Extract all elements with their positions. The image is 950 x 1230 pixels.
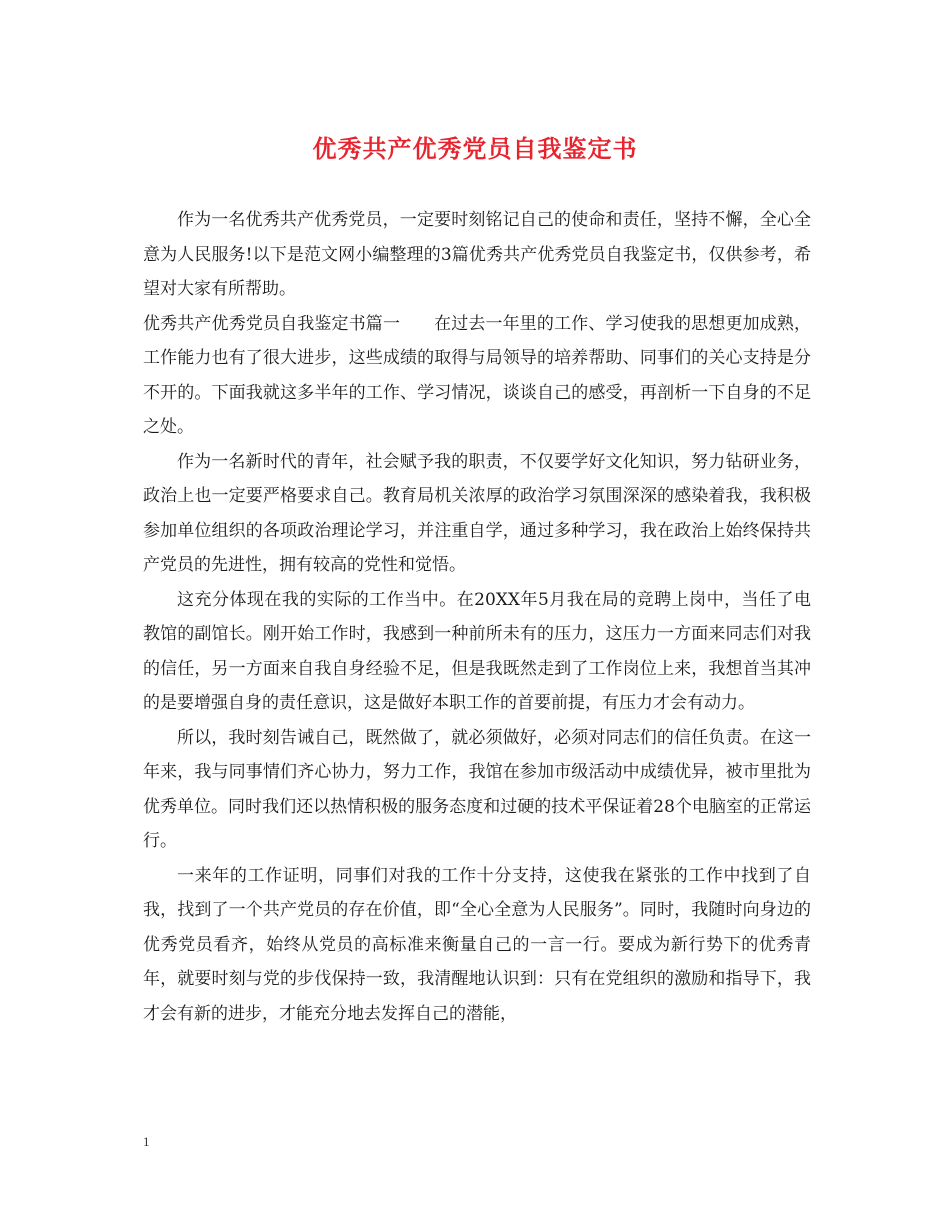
document-title: 优秀共产优秀党员自我鉴定书	[312, 135, 638, 163]
intro-paragraph: 作为一名优秀共产优秀党员，一定要时刻铭记自己的使命和责任，坚持不懈，全心全意为人民服务!以下是范文网小编整理的3篇优秀共产优秀党员自我鉴定书，仅供参考，希望对大家有所帮助。	[143, 210, 811, 299]
section-first-paragraph: 在过去一年里的工作、学习使我的思想更加成熟，工作能力也有了很大进步，这些成绩的取得与局领导的培养帮助、同事们的关心支持是分不开的。下面我就这多半年的工作、学习情况，谈谈自己的感受，再剖析一下自身的不足之处。	[143, 313, 812, 437]
body-paragraph-4: 一来年的工作证明，同事们对我的工作十分支持，这使我在紧张的工作中找到了自我，找到了一个共产党员的存在价值，即“全心全意为人民服务”。同时，我随时向身边的优秀党员看齐，始终从党员的高标准来衡量自己的一言一行。要成为新行势下的优秀青年，就要时刻与党的步伐保持一致，我清醒地认识到：只有在党组织的激励和指导下，我才会有新的进步，才能充分地去发挥自己的潜能，	[143, 865, 811, 1024]
document-body	[143, 203, 811, 1031]
section-paragraph	[143, 307, 811, 445]
body-paragraph-2: 这充分体现在我的实际的工作当中。在20XX年5月我在局的竞聘上岗中，当任了电教馆的副馆长。刚开始工作时，我感到一种前所未有的压力，这压力一方面来同志们对我的信任，另一方面来自我自身经验不足，但是我既然走到了工作岗位上来，我想首当其冲的是要增强自身的责任意识，这是做好本职工作的首要前提，有压力才会有动力。	[143, 589, 811, 713]
section-heading: 优秀共产优秀党员自我鉴定书篇一	[143, 313, 401, 334]
body-paragraph-3: 所以，我时刻告诫自己，既然做了，就必须做好，必须对同志们的信任负责。在这一年来，我与同事情们齐心协力，努力工作，我馆在参加市级活动中成绩优异，被市里批为优秀单位。同时我们还以热情积极的服务态度和过硬的技术平保证着28个电脑室的正常运行。	[143, 727, 811, 851]
body-paragraph-1: 作为一名新时代的青年，社会赋予我的职责，不仅要学好文化知识，努力钻研业务，政治上也一定要严格要求自己。教育局机关浓厚的政治学习氛围深深的感染着我，我积极参加单位组织的各项政治理论学习，并注重自学，通过多种学习，我在政治上始终保持共产党员的先进性，拥有较高的党性和觉悟。	[143, 451, 811, 575]
page-number: 1	[143, 1134, 150, 1149]
